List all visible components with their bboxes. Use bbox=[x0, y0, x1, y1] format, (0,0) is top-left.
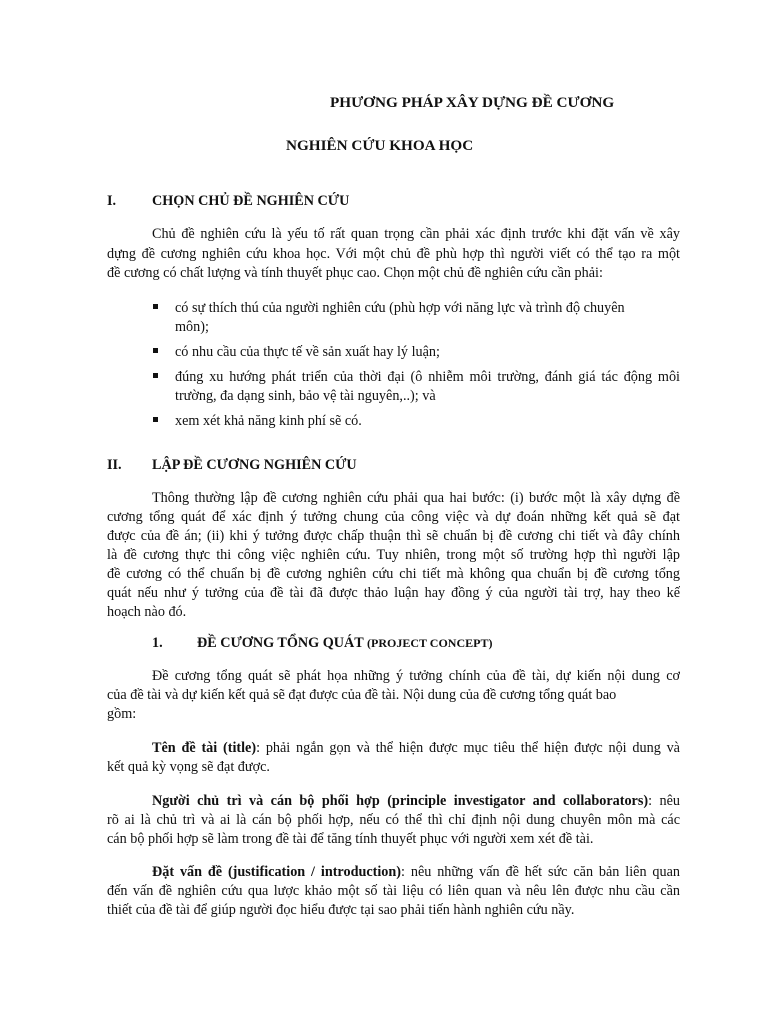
bullet-marker bbox=[153, 373, 158, 378]
bullet-item-line: có sự thích thú của người nghiên cứu (phù hợp với năng lực và trình độ chuyên bbox=[175, 300, 625, 316]
section-2-heading: LẬP ĐỀ CƯƠNG NGHIÊN CỨU bbox=[152, 457, 357, 473]
bullet-item-line: đúng xu hướng phát triển của thời đại (ô nhiễm môi trường, đánh giá tác động môi bbox=[175, 369, 680, 385]
bullet-marker bbox=[153, 348, 158, 353]
section-2-para-line: được của đề án; (ii) khi ý tưởng được chấp thuận thì sẽ chuẩn bị đề cương chi tiết và đây chính bbox=[107, 528, 680, 544]
section-2-para-line: Thông thường lập đề cương nghiên cứu phải qua hai bước: (i) bước một là xây dựng đề bbox=[152, 490, 680, 506]
concept-item-term: Đặt vấn đề (justification / introduction) bbox=[152, 864, 402, 880]
subsection-1-heading bbox=[197, 634, 492, 652]
section-2-number: II. bbox=[107, 457, 122, 473]
concept-item-term: Tên đề tài (title) bbox=[152, 740, 257, 756]
concept-item-term: Người chủ trì và cán bộ phối hợp (principle investigator and collaborators) bbox=[152, 793, 649, 809]
section-1-para-line: đề cương có chất lượng và tính thuyết phục cao. Chọn một chủ đề nghiên cứu cần phải: bbox=[107, 265, 603, 281]
subsection-1-heading-en: (PROJECT CONCEPT) bbox=[367, 636, 493, 650]
concept-item-line: kết quả kỳ vọng sẽ đạt được. bbox=[107, 759, 270, 775]
subsection-1-number: 1. bbox=[152, 635, 163, 651]
concept-item-text: : nêu những vấn đề hết sức căn bản liên quan bbox=[401, 864, 680, 880]
section-1-para-line: dựng đề cương nghiên cứu khoa học. Với một chủ đề phù hợp thì người viết có thể tạo ra một bbox=[107, 246, 680, 262]
concept-item-text: : nêu bbox=[648, 793, 680, 809]
concept-item-investigators bbox=[152, 792, 680, 810]
bullet-marker bbox=[153, 417, 158, 422]
section-1-heading: CHỌN CHỦ ĐỀ NGHIÊN CỨU bbox=[152, 193, 350, 209]
subsection-1-para-line: của đề tài và dự kiến kết quả sẽ đạt được của đề tài. Nội dung của đề cương tổng quát bao bbox=[107, 687, 617, 703]
concept-item-line: cán bộ phối hợp sẽ làm trong đề tài để tăng tính thuyết phục với người xem xét đề tài. bbox=[107, 831, 594, 847]
bullet-item-line: trường, đa dạng sinh, bảo vệ tài nguyên,..); và bbox=[175, 388, 436, 404]
section-2-para-line: là đề cương thực thi công việc nghiên cứu. Tuy nhiên, trong một số trường hợp thì người lập bbox=[107, 547, 680, 563]
concept-item-line: thiết của đề tài để giúp người đọc hiểu được tại sao phải tiến hành nghiên cứu nầy. bbox=[107, 902, 575, 918]
concept-item-text: : phải ngắn gọn và thể hiện được mục tiêu thể hiện được nội dung và bbox=[256, 740, 680, 756]
section-1-number: I. bbox=[107, 193, 117, 209]
section-2-para-line: đề cương có thể chuẩn bị đề cương nghiên cứu chi tiết mà không qua chuẩn bị đề cương tổng bbox=[107, 566, 680, 582]
concept-item-line: đến vấn đề nghiên cứu qua lược khảo một số tài liệu có liên quan và nêu lên được nhu cầu cần bbox=[107, 883, 680, 899]
section-1-para-line: Chủ đề nghiên cứu là yếu tố rất quan trọng cần phải xác định trước khi đặt vấn về xây bbox=[152, 226, 680, 242]
bullet-item-line: xem xét khả năng kinh phí sẽ có. bbox=[175, 413, 362, 429]
bullet-marker bbox=[153, 304, 158, 309]
subsection-1-heading-vi: ĐỀ CƯƠNG TỔNG QUÁT bbox=[197, 635, 364, 651]
bullet-item-line: môn); bbox=[175, 319, 209, 335]
subsection-1-para-line: gồm: bbox=[107, 706, 137, 722]
bullet-item-line: có nhu cầu của thực tế về sản xuất hay lý luận; bbox=[175, 344, 440, 360]
concept-item-line: rõ ai là chủ trì và ai là cán bộ phối hợp, nếu có thể thì chỉ định nội dung chuyên môn mà các bbox=[107, 812, 680, 828]
subsection-1-para-line: Đề cương tổng quát sẽ phát họa những ý tưởng chính của đề tài, dự kiến nội dung cơ bbox=[152, 668, 680, 684]
section-2-para-line: hoạch nào đó. bbox=[107, 604, 187, 620]
concept-item-title bbox=[152, 739, 680, 757]
doc-title-line2: NGHIÊN CỨU KHOA HỌC bbox=[286, 137, 474, 154]
concept-item-justification bbox=[152, 863, 680, 881]
doc-title-line1: PHƯƠNG PHÁP XÂY DỰNG ĐỀ CƯƠNG bbox=[330, 94, 615, 111]
section-2-para-line: quát nếu như ý tưởng của đề tài đã được thảo luận hay đồng ý của người tài trợ, hay theo kế bbox=[107, 585, 680, 601]
section-2-para-line: cương tổng quát để xác định ý tưởng chung của công việc và dự đoán những kết quả sẽ đạt bbox=[107, 509, 680, 525]
